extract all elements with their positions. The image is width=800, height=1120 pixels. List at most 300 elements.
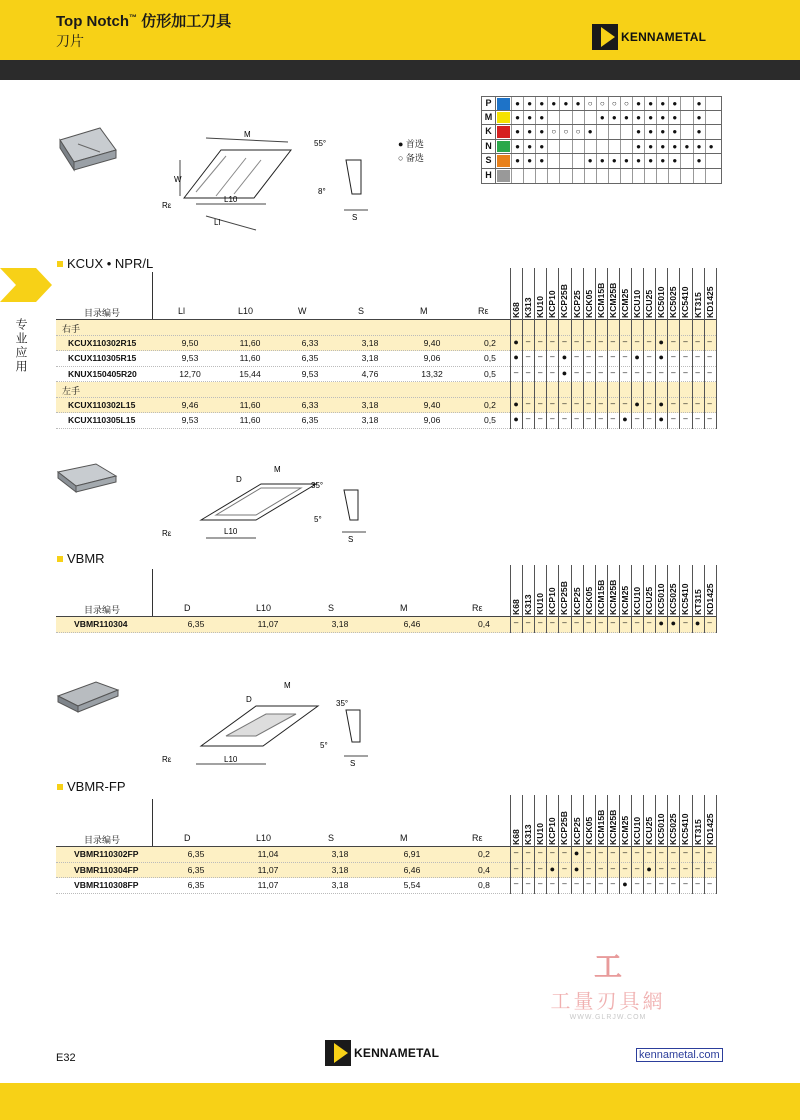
grade-header-k68: K68	[511, 599, 521, 615]
hand-group-row	[56, 320, 716, 336]
grade-mark: –	[634, 879, 640, 888]
value-l10: 15,44	[239, 368, 261, 379]
material-mark	[523, 169, 535, 183]
grade-column-rule	[534, 268, 535, 429]
catalog-number: KCUX110305L15	[68, 415, 136, 425]
material-mark: ●	[668, 154, 680, 168]
kennametal-k-icon	[325, 1040, 351, 1066]
vbmr-dim-d: D	[236, 475, 242, 484]
kcux-insert-photo	[60, 128, 116, 170]
grade-header-kck05: KCK05	[583, 289, 594, 318]
vbmrfp-dim-l10: L10	[224, 755, 238, 764]
value-rε: 0,2	[484, 337, 496, 348]
material-mark	[680, 169, 692, 183]
material-mark: ●	[668, 140, 680, 154]
material-mark	[668, 169, 680, 183]
material-row-S	[481, 154, 722, 169]
hand-group-label: 右手	[62, 324, 81, 334]
material-mark	[705, 125, 717, 139]
material-code: P	[482, 97, 496, 110]
grade-mark: –	[695, 414, 700, 423]
grade-header-kt315: KT315	[692, 292, 703, 318]
material-mark: ●	[523, 111, 535, 125]
grade-header-kc5025: KC5025	[668, 813, 679, 845]
grade-mark: ●	[634, 352, 640, 362]
grade-mark: –	[538, 863, 543, 873]
grade-mark: –	[513, 863, 519, 873]
kcux-dim-ll: Ll	[214, 218, 221, 227]
grade-mark: –	[695, 848, 700, 857]
material-mark: ●	[656, 97, 668, 110]
vbmr-dim-re: Rε	[162, 529, 172, 538]
grade-column-rule	[583, 795, 584, 894]
grade-column-rule	[583, 268, 584, 429]
insert-row	[56, 367, 716, 383]
column-header-m: M	[400, 603, 408, 613]
legend-alternate: ○ 备选	[398, 153, 424, 163]
value-l10: 11,07	[257, 864, 279, 875]
hand-group-row	[56, 382, 716, 398]
grade-mark: –	[538, 336, 543, 346]
grade-mark: –	[707, 879, 712, 888]
grade-mark: –	[586, 879, 591, 888]
grade-mark: –	[586, 336, 591, 346]
material-mark: ○	[572, 125, 584, 139]
grade-column-rule	[631, 795, 632, 894]
section-title-vbmrfp: VBMR-FP	[57, 779, 126, 794]
grade-column-rule	[679, 565, 680, 633]
grade-mark: –	[622, 336, 628, 346]
column-header-ll: Ll	[178, 306, 186, 316]
value-ll: 12,70	[179, 368, 201, 379]
material-mark	[620, 125, 632, 139]
material-mark	[705, 154, 717, 168]
grade-header-k68: K68	[511, 829, 521, 845]
grade-mark: –	[683, 352, 688, 361]
section-bullet-icon	[57, 784, 63, 790]
grade-mark: –	[707, 367, 712, 377]
grade-header-kcm25: KCM25	[619, 585, 630, 615]
value-s: 3,18	[361, 399, 379, 410]
grade-column-rule	[595, 268, 596, 429]
material-mark	[572, 169, 584, 183]
material-color-swatch	[497, 155, 510, 167]
grade-header-kc5410: KC5410	[680, 583, 691, 615]
vbmrfp-dim-re: Rε	[162, 755, 172, 764]
grade-header-kt315: KT315	[692, 819, 703, 845]
material-mark	[511, 169, 523, 183]
page-subtitle: 刀片	[56, 33, 84, 49]
grade-column-rule	[607, 268, 608, 429]
grade-mark: –	[586, 414, 591, 423]
section-bullet-icon	[57, 261, 63, 267]
grade-mark: –	[707, 352, 712, 361]
grade-column-rule	[655, 268, 656, 429]
grade-column-rule	[643, 268, 644, 429]
grade-mark: –	[574, 367, 579, 377]
kcux-dim-s: S	[352, 213, 358, 222]
grade-header-kcm15b: KCM15B	[595, 579, 606, 615]
grade-column-rule	[607, 565, 608, 633]
grade-mark: –	[707, 398, 712, 408]
material-mark	[584, 169, 596, 183]
grade-mark: –	[538, 879, 543, 888]
column-header-rε: Rε	[472, 833, 483, 843]
material-mark: ●	[644, 125, 656, 139]
kcux-dim-clearance: 8°	[318, 187, 326, 196]
value-w: 6,35	[301, 353, 319, 363]
grade-header-ku10: KU10	[535, 593, 546, 615]
grade-mark: –	[598, 414, 603, 423]
grade-mark: –	[574, 414, 579, 423]
footer-kennametal-logo: KENNAMETAL	[325, 1040, 439, 1066]
grade-header-kcu25: KCU25	[644, 816, 655, 845]
material-mark	[608, 125, 620, 139]
value-d: 6,35	[187, 849, 205, 859]
vbmrfp-dim-m: M	[284, 681, 291, 690]
grade-mark: ●	[694, 618, 701, 628]
material-mark: ●	[656, 111, 668, 125]
value-l10: 11,60	[239, 399, 261, 410]
kennametal-logo: KENNAMETAL	[592, 24, 706, 50]
material-color-swatch	[497, 126, 510, 138]
grade-mark: –	[513, 367, 519, 377]
grade-mark: ●	[622, 879, 628, 889]
grade-mark: –	[598, 367, 603, 377]
material-mark: ●	[511, 97, 523, 110]
grade-mark: –	[671, 336, 676, 346]
grade-header-kcm25: KCM25	[619, 288, 630, 318]
grade-mark: –	[671, 352, 676, 361]
insert-row	[56, 351, 716, 367]
grade-column-rule	[716, 565, 717, 633]
grade-column-rule	[679, 795, 680, 894]
material-mark: ●	[523, 140, 535, 154]
material-mark	[608, 169, 620, 183]
value-l10: 11,07	[257, 619, 279, 629]
grade-mark: ●	[513, 414, 519, 424]
grade-mark: –	[550, 618, 555, 627]
grade-column-rule	[655, 795, 656, 894]
column-header-w: W	[298, 306, 307, 316]
grade-mark: –	[550, 336, 555, 346]
catalog-number-header: 目录编号	[84, 605, 121, 615]
material-mark: ●	[693, 140, 705, 154]
grade-mark: –	[610, 414, 616, 423]
grade-mark: ●	[658, 414, 664, 424]
grade-header-kcm25: KCM25	[619, 815, 630, 845]
grade-header-kcp10: KCP10	[547, 290, 558, 318]
grade-header-kcp25: KCP25	[571, 290, 582, 318]
material-mark: ●	[668, 97, 680, 110]
grade-mark: –	[646, 618, 652, 627]
table-vertical-rule	[152, 799, 153, 846]
grade-header-kc5010: KC5010	[656, 286, 667, 318]
material-mark	[584, 140, 596, 154]
column-header-m: M	[420, 306, 428, 316]
value-ll: 9,53	[181, 415, 199, 425]
grade-header-kcu25: KCU25	[644, 586, 655, 615]
hand-group-label: 左手	[62, 386, 81, 396]
material-mark: ●	[523, 97, 535, 110]
value-ll: 9,50	[181, 337, 199, 348]
grade-column-rule	[595, 795, 596, 894]
material-mark: ●	[668, 111, 680, 125]
material-mark: ●	[511, 154, 523, 168]
grade-mark: –	[659, 848, 664, 857]
column-header-l10: L10	[256, 603, 272, 613]
grade-column-rule	[619, 795, 620, 894]
material-mark: ●	[680, 140, 692, 154]
grade-header-kck05: KCK05	[583, 816, 594, 845]
section-title-kcux: KCUX • NPR/L	[57, 256, 153, 271]
material-mark	[584, 111, 596, 125]
material-mark: ●	[632, 97, 644, 110]
column-header-s: S	[328, 603, 335, 613]
grade-mark: –	[513, 618, 519, 627]
grade-mark: –	[586, 618, 591, 627]
grade-header-kc5025: KC5025	[668, 286, 679, 318]
column-header-m: M	[400, 833, 408, 843]
grade-mark: –	[538, 367, 543, 377]
grade-column-rule	[534, 795, 535, 894]
grade-mark: –	[683, 879, 688, 888]
grade-mark: –	[695, 367, 700, 377]
grade-mark: –	[707, 618, 712, 627]
grade-mark: –	[525, 336, 531, 346]
grade-mark: –	[683, 848, 688, 857]
kcux-dim-l10: L10	[224, 195, 238, 204]
grade-column-rule	[558, 795, 559, 894]
value-s: 3,18	[331, 880, 349, 890]
material-mark: ●	[620, 154, 632, 168]
grade-column-rule	[631, 268, 632, 429]
value-rε: 0,2	[484, 399, 496, 410]
watermark: 工 工量刃具網 WWW.GLRJW.COM	[528, 945, 688, 1021]
grade-column-rule	[583, 565, 584, 633]
grade-mark: –	[525, 848, 531, 857]
material-mark	[572, 111, 584, 125]
grade-mark: –	[683, 398, 688, 408]
grade-mark: –	[610, 618, 616, 627]
grade-column-rule	[607, 795, 608, 894]
grade-mark: –	[550, 352, 555, 361]
value-l10: 11,60	[239, 415, 261, 425]
material-mark: ●	[559, 97, 571, 110]
grade-mark: –	[598, 352, 603, 361]
value-d: 6,35	[187, 864, 205, 875]
table-vertical-rule	[152, 569, 153, 616]
value-w: 6,35	[301, 415, 319, 425]
catalog-number: VBMR110302FP	[74, 849, 139, 859]
grade-mark: –	[646, 848, 652, 857]
grade-mark: –	[610, 848, 616, 857]
kcux-insert-drawing	[56, 120, 386, 245]
grade-mark: –	[574, 352, 579, 361]
kcux-dim-w: W	[174, 175, 182, 184]
material-mark: ●	[656, 140, 668, 154]
material-mark: ●	[511, 111, 523, 125]
grade-mark: –	[695, 352, 700, 361]
catalog-number: VBMR110304	[74, 619, 128, 629]
grade-mark: –	[610, 367, 616, 377]
material-mark	[644, 169, 656, 183]
material-mark	[620, 169, 632, 183]
grade-mark: –	[646, 352, 652, 361]
value-rε: 0,5	[484, 368, 496, 379]
grade-header-kt315: KT315	[692, 589, 703, 615]
material-mark	[559, 154, 571, 168]
column-header-rε: Rε	[478, 306, 489, 316]
material-mark: ●	[693, 154, 705, 168]
grade-header-kcm25b: KCM25B	[607, 809, 618, 845]
material-mark: ●	[596, 154, 608, 168]
grade-mark: –	[525, 352, 531, 361]
material-row-K	[481, 125, 722, 140]
vbmrfp-insert-photo	[58, 682, 118, 712]
grade-header-k313: K313	[523, 824, 534, 845]
value-rε: 0,5	[484, 415, 496, 425]
grade-header-kcu10: KCU10	[632, 816, 642, 845]
grade-mark: –	[622, 848, 628, 857]
grade-mark: –	[671, 863, 676, 873]
material-mark: ●	[668, 125, 680, 139]
material-row-H	[481, 169, 722, 184]
material-code: N	[482, 140, 496, 154]
column-header-l10: L10	[256, 833, 272, 843]
value-s: 4,76	[361, 368, 379, 379]
grade-header-kd1425: KD1425	[704, 813, 715, 845]
grade-mark: –	[646, 879, 652, 888]
page-footer-bar	[0, 1083, 800, 1120]
material-mark: ○	[608, 97, 620, 110]
grade-mark: –	[634, 414, 640, 423]
material-row-M	[481, 111, 722, 126]
vbmr-dim-angle: 35°	[311, 481, 324, 490]
grade-mark: ●	[622, 414, 628, 424]
grade-header-kcp10: KCP10	[547, 817, 558, 845]
grade-header-kcp25b: KCP25B	[559, 811, 570, 845]
insert-row	[56, 413, 716, 429]
material-code: H	[482, 169, 496, 183]
material-mark	[559, 140, 571, 154]
material-mark	[535, 169, 547, 183]
grade-column-rule	[510, 268, 511, 429]
insert-row	[56, 863, 716, 879]
material-mark: ●	[644, 140, 656, 154]
website-link[interactable]: kennametal.com	[636, 1048, 723, 1062]
grade-mark: –	[550, 414, 555, 423]
insert-row	[56, 878, 716, 894]
value-s: 3,18	[331, 864, 349, 875]
grade-mark: –	[538, 414, 543, 423]
grade-mark: –	[610, 879, 616, 888]
grade-column-rule	[522, 565, 523, 633]
catalog-number: KCUX110305R15	[68, 353, 137, 363]
value-w: 6,33	[301, 337, 319, 348]
grade-mark: –	[634, 848, 640, 857]
vbmr-dim-s: S	[348, 535, 354, 544]
grade-mark: –	[646, 398, 652, 408]
value-d: 6,35	[187, 880, 205, 890]
grade-mark: ●	[561, 367, 568, 378]
grade-mark: –	[550, 367, 555, 377]
grade-header-k68: K68	[511, 302, 521, 318]
value-m: 6,91	[403, 849, 421, 859]
grade-mark: –	[562, 618, 567, 627]
grade-header-kc5025: KC5025	[668, 583, 679, 615]
grade-mark: –	[646, 336, 652, 346]
material-mark: ●	[523, 125, 535, 139]
grade-column-rule	[667, 268, 668, 429]
grade-column-rule	[643, 795, 644, 894]
grade-mark: –	[562, 863, 567, 873]
grade-mark: –	[586, 367, 591, 377]
material-mark: ○	[596, 97, 608, 110]
grade-mark: –	[598, 879, 603, 888]
grade-column-rule	[704, 795, 705, 894]
material-mark	[559, 111, 571, 125]
grade-mark: –	[622, 398, 628, 408]
material-mark	[705, 169, 717, 183]
grade-mark: –	[562, 879, 567, 888]
grade-mark: –	[634, 367, 640, 377]
grade-mark: –	[538, 848, 543, 857]
grade-column-rule	[546, 795, 547, 894]
value-w: 9,53	[301, 368, 319, 379]
grade-mark: –	[598, 848, 603, 857]
material-mark: ●	[656, 125, 668, 139]
grade-column-rule	[679, 268, 680, 429]
value-m: 9,40	[423, 337, 441, 348]
grade-column-rule	[667, 795, 668, 894]
vbmr-insert-drawing	[56, 460, 386, 545]
grade-column-rule	[546, 268, 547, 429]
material-code: M	[482, 111, 496, 125]
grade-header-kcm25b: KCM25B	[607, 579, 618, 615]
kcux-dim-m: M	[244, 130, 251, 139]
grade-mark: –	[634, 336, 640, 346]
grade-mark: –	[695, 398, 700, 408]
grade-mark: –	[550, 398, 555, 408]
grade-mark: –	[562, 398, 567, 408]
value-s: 3,18	[361, 415, 379, 425]
grade-mark: –	[525, 863, 531, 873]
grade-mark: –	[538, 352, 543, 361]
grade-mark: –	[671, 367, 676, 377]
value-m: 13,32	[421, 368, 443, 379]
material-mark	[547, 169, 559, 183]
material-mark: ●	[608, 111, 620, 125]
grade-mark: –	[683, 414, 688, 423]
grade-mark: –	[610, 352, 616, 361]
material-mark: ●	[693, 97, 705, 110]
column-header-d: D	[184, 603, 191, 613]
grade-mark: –	[586, 398, 591, 408]
grade-column-rule	[692, 565, 693, 633]
catalog-number: KNUX150405R20	[68, 368, 137, 379]
material-color-swatch	[497, 141, 510, 153]
grade-mark: –	[707, 848, 712, 857]
material-mark	[547, 111, 559, 125]
value-w: 6,33	[301, 399, 319, 410]
catalog-number: KCUX110302L15	[68, 399, 136, 410]
header-divider	[0, 60, 800, 80]
value-rε: 0,5	[484, 353, 496, 363]
grade-mark: ●	[513, 352, 519, 362]
material-mark	[632, 169, 644, 183]
grade-mark: ●	[573, 848, 580, 858]
